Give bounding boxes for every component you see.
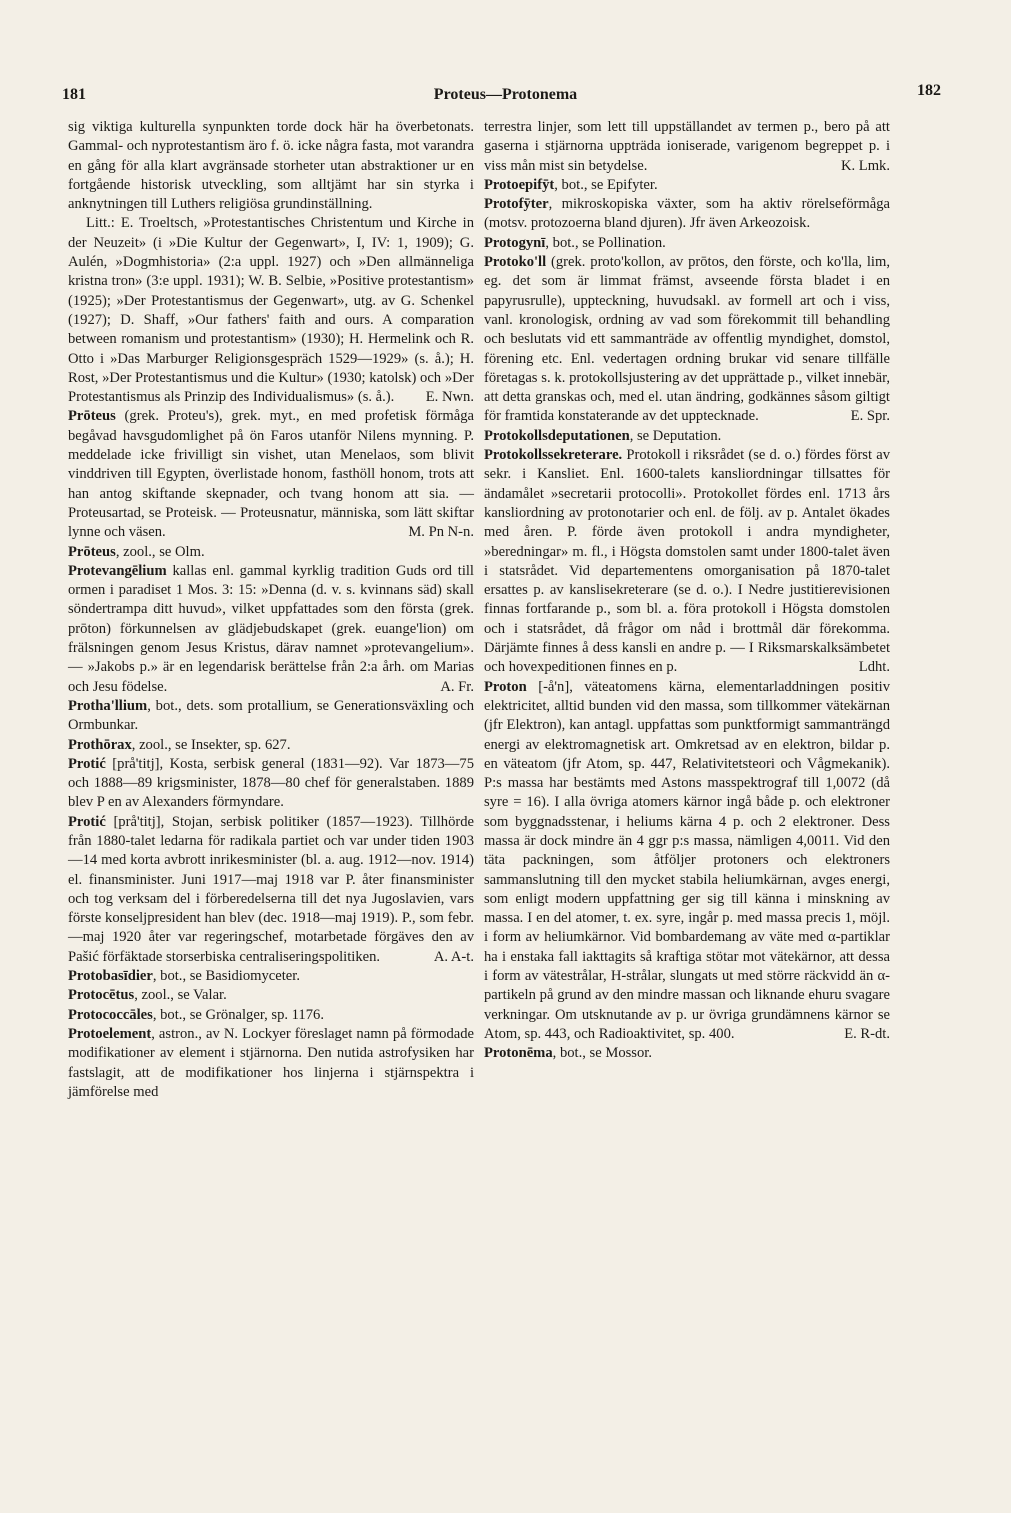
entry-headword: Protoelement	[68, 1025, 152, 1042]
dictionary-entry	[484, 195, 890, 234]
dictionary-entry	[68, 543, 474, 562]
entry-headword: Prothōrax	[68, 736, 132, 753]
dictionary-entry	[68, 967, 474, 986]
entry-headword: Proton	[484, 678, 527, 695]
dictionary-entry	[68, 813, 474, 967]
left-column	[68, 118, 474, 1102]
dictionary-entry	[484, 678, 890, 1045]
entry-headword: Protić	[68, 755, 106, 772]
entry-headword: Protofȳter	[484, 196, 549, 213]
entry-headword: Protoko'll	[484, 254, 547, 271]
dictionary-entry	[68, 1006, 474, 1025]
entry-text: [-å'n], väteatomens kärna, elementarladdningen positiv elektricitet, alltid bunden vid den massa, som tillkommer vätekärnan (jfr Elektron), kan antagl. uppfattas som punktformigt sammanträngd energi av elektromagnetisk art. Omkretsad av en elektron, bildar p. en väteatom (jfr Atom, sp. 447, Relativitetsteori och Vågmekanik). P:s massa har bestämts med Astons masspektrograf till 1,0072 (då syre = 16). I alla övriga atomers kärnor ingå både p. och elektroner som byggnadsstenar, i heliums kärna 4 p. och 2 elektroner. Dess massa är dock mindre än 4 ggr p:s massa, nämligen 4,0011. Vid den täta packningen, som åtföljer protoners och elektroners sammanslutning till den mycket stabila heliumkärnan, avges energi, som enligt modern uppfattning ger sig till känna i minskning av massa. I en del atomer, t. ex. syre, ingår p. med massa precis 1, möjl. i form av heliumkärnor. Vid bombardemang av väte med α-partiklar ha i enstaka fall iakttagits så kraftiga stötar mot vätekärnor, att dessa i form av vätestrålar, H-strålar, slungats ut med större räckvidd än α-partikeln på grund av den mindre massan och liknande ehuru svagare verkningar. Om utsknutande av p. ur övriga grundämnens kärnor se Atom, sp. 443, och Radioaktivitet, sp. 400.	[484, 678, 890, 1042]
entry-text: [prå'titj], Stojan, serbisk politiker (1857—1923). Tillhörde från 1880-talet ledarna för radikala partiet och var under tiden 1903—14 med korta avbrott inrikesminister (bl. a. aug. 1912—nov. 1914) el. finansminister. Juni 1917—maj 1918 var P. åter finansminister och tog verksam del i förberedelserna till det nya Jugoslavien, vars förste konseljpresident han blev (dec. 1918—maj 1919). P., som febr.—maj 1920 åter var regeringschef, motarbetade förgäves den av Pašić förfäktade storserbiska centraliseringspolitiken.	[68, 813, 474, 965]
entry-headword: Protokollsdeputationen	[484, 427, 630, 444]
dictionary-entry	[68, 562, 474, 697]
entry-headword: Protokollssekreterare.	[484, 447, 623, 464]
dictionary-entry	[68, 697, 474, 736]
entry-headword: Protobasīdier	[68, 968, 153, 985]
left-page-number: 181	[62, 86, 86, 103]
entry-text: kallas enl. gammal kyrklig tradition Guds ord till ormen i paradiset 1 Mos. 3: 15: »Denna (d. v. s. kvinnans säd) skall söndertrampa ditt huvud», vilket uppfattades som den första (grek. prōton) förkunnelsen av glädjebudskapet (grek. euange'lion) om frälsningen genom Jesus Kristus, därav namnet »protevangelium». — »Jakobs p.» är en legendarisk berättelse från 2:a årh. om Marias och Jesu födelse.	[68, 562, 474, 695]
entry-headword: Protić	[68, 813, 106, 830]
entry-text: , bot., se Mossor.	[552, 1045, 652, 1062]
dictionary-entry	[68, 1025, 474, 1102]
dictionary-entry	[484, 234, 890, 253]
dictionary-entry	[484, 1044, 890, 1063]
entry-text: terrestra linjer, som lett till uppställandet av termen p., bero på att gaserna i stjärnorna uppträda ioniserade, varigenom begreppet p. i viss mån mist sin betydelse.	[484, 119, 890, 174]
entry-text: , zool., se Insekter, sp. 627.	[131, 736, 291, 753]
dictionary-entry	[68, 118, 474, 214]
entry-text: , zool., se Olm.	[115, 543, 205, 560]
entry-text: , astron., av N. Lockyer föreslaget namn på förmodade modifikationer av element i stjärnorna. Den nutida astrofysiken har fastslagit, att de modifikationer hos linjerna i stjärnspektra i jämförelse med	[68, 1025, 474, 1100]
entry-text: , se Deputation.	[629, 427, 722, 444]
entry-signature: E. R-dt.	[844, 1025, 890, 1042]
dictionary-entry	[68, 407, 474, 542]
entry-headword: Protococcāles	[68, 1006, 153, 1023]
dictionary-entry	[484, 176, 890, 195]
entry-text: , bot., se Pollination.	[545, 234, 666, 251]
entry-text: (grek. proto'kollon, av prōtos, den förste, och ko'lla, lim, eg. det som är limmat främst, avseende första bladet i en papyrusrulle), uppteckning, huvudsakl. av formell art och i viss, vanl. kronologisk, ordning av vad som förekommit till behandling och beslutats vid ett sammanträde av offentlig myndighet, domstol, förening etc. Enl. vedertagen ordning brukar vid senare tillfälle företagas s. k. protokollsjustering av det upprättade p., vilket innebär, att detta granskas och, med el. utan ändring, godkännes såsom giltigt för framtida konstaterande av det upptecknade.	[484, 254, 890, 425]
entry-text: sig viktiga kulturella synpunkten torde dock här ha överbetonats. Gammal- och nyprotestantism äro f. ö. icke några fasta, mot varandra en gång för alla klart avgränsade storheter utan abstraktioner ur en fortgående historisk utveckling, som alltjämt har sin styrka i anknytningen till Luthers religiösa grundinställning.	[68, 119, 474, 213]
entry-text: Protokoll i riksrådet (se d. o.) fördes först av sekr. i Kansliet. Enl. 1600-talets kansliordningar tillsattes för ändamålet »secretarii protocolli». Protokollet fördes enl. 1713 års kansliordning av protonotarier och enl. de följ. av p. Antalet ökades med åren. P. förde även protokoll i andra myndigheter, »beredningar» m. fl., i Högsta domstolen samt under 1800-talet även i statsrådet. Vid departementens omorganisation på 1870-talet ersattes p. av kanslisekreterare (se d. o.). I Nedre justitierevisionen finnas fortfarande p., som bl. a. föra protokoll i Högsta domstolen och i statsrådet, då frågor om nåd i brottmål där förekomma. Därjämte finnes å dess kansli en andre p. — I Riksmarskalksämbetet och hovexpeditionen finnes en p.	[484, 447, 890, 676]
entry-headword: Prōteus	[68, 543, 116, 560]
entry-signature: M. Pn N-n.	[408, 524, 474, 541]
dictionary-entry	[68, 736, 474, 755]
entry-headword: Protocētus	[68, 987, 135, 1004]
entry-headword: Protonēma	[484, 1045, 553, 1062]
dictionary-entry	[68, 214, 474, 407]
entry-signature: A. Fr.	[440, 678, 474, 695]
dictionary-entry	[484, 446, 890, 678]
entry-text: , bot., se Grönalger, sp. 1176.	[152, 1006, 324, 1023]
entry-text: , zool., se Valar.	[134, 987, 227, 1004]
dictionary-entry	[68, 986, 474, 1005]
entry-signature: A. A-t.	[433, 948, 474, 965]
right-page-number: 182	[917, 82, 941, 99]
entry-headword: Protha'llium	[68, 697, 148, 714]
entry-headword: Protevangēlium	[68, 562, 167, 579]
entry-text: , mikroskopiska växter, som ha aktiv rörelseförmåga (motsv. protozoerna bland djuren). Jfr även Arkeozoisk.	[484, 196, 890, 232]
entry-headword: Prōteus	[68, 408, 116, 425]
entry-text: , bot., se Epifyter.	[554, 176, 658, 193]
entry-signature: E. Spr.	[850, 408, 890, 425]
page-title: Proteus—Protonema	[433, 86, 578, 103]
dictionary-entry	[484, 427, 890, 446]
right-column	[484, 118, 890, 1064]
dictionary-entry	[484, 118, 890, 176]
entry-headword: Protoepifȳt	[484, 176, 555, 193]
entry-signature: K. Lmk.	[840, 157, 890, 174]
entry-text: , bot., se Basidiomyceter.	[152, 968, 300, 985]
entry-text: Litt.: E. Troeltsch, »Protestantisches Christentum und Kirche in der Neuzeit» (i »Die Kultur der Gegenwart», I, IV: 1, 1909); G. Aulén, »Dogmhistoria» (2:a uppl. 1927) och »Den allmänneliga kristna tron» (3:e uppl. 1931); W. B. Selbie, »Positive protestantism» (1925); »Der Protestantismus der Gegenwart», utg. av G. Schenkel (1927); D. Shaff, »Our fathers' faith and ours. A comparation between romanism und protestantism» (1930); H. Hermelink och R. Otto i »Das Marburger Religionsgespräch 1529—1929» (s. å.); H. Rost, »Der Protestantismus und die Kultur» (1930; katolsk) och »Der Protestantismus als Prinzip des Individualismus» (s. å.).	[68, 215, 474, 406]
entry-text: , bot., dets. som protallium, se Generationsväxling och Ormbunkar.	[68, 697, 474, 734]
entry-headword: Protogynī	[484, 234, 546, 251]
entry-text: [prå'titj], Kosta, serbisk general (1831—92). Var 1873—75 och 1888—89 krigsminister, 1878—80 chef för generalstaben. 1889 blev P en av Alexanders förmyndare.	[68, 755, 474, 811]
entry-signature: Ldht.	[858, 659, 890, 676]
dictionary-entry	[68, 755, 474, 813]
entry-signature: E. Nwn.	[425, 389, 474, 406]
dictionary-entry	[484, 253, 890, 427]
entry-text: (grek. Proteu's), grek. myt., en med profetisk förmåga begåvad havsgudomlighet på ön Faros utanför Nilens mynning. P. meddelade icke frivilligt sin vishet, utan Menelaos, som blivit vinddriven till Egypten, överlistade honom, fasthöll honom, trots att han antog skiftande skepnader, och tvang honom att sia. — Proteusartad, se Proteisk. — Proteusnatur, människa, som lätt skiftar lynne och väsen.	[68, 408, 474, 541]
